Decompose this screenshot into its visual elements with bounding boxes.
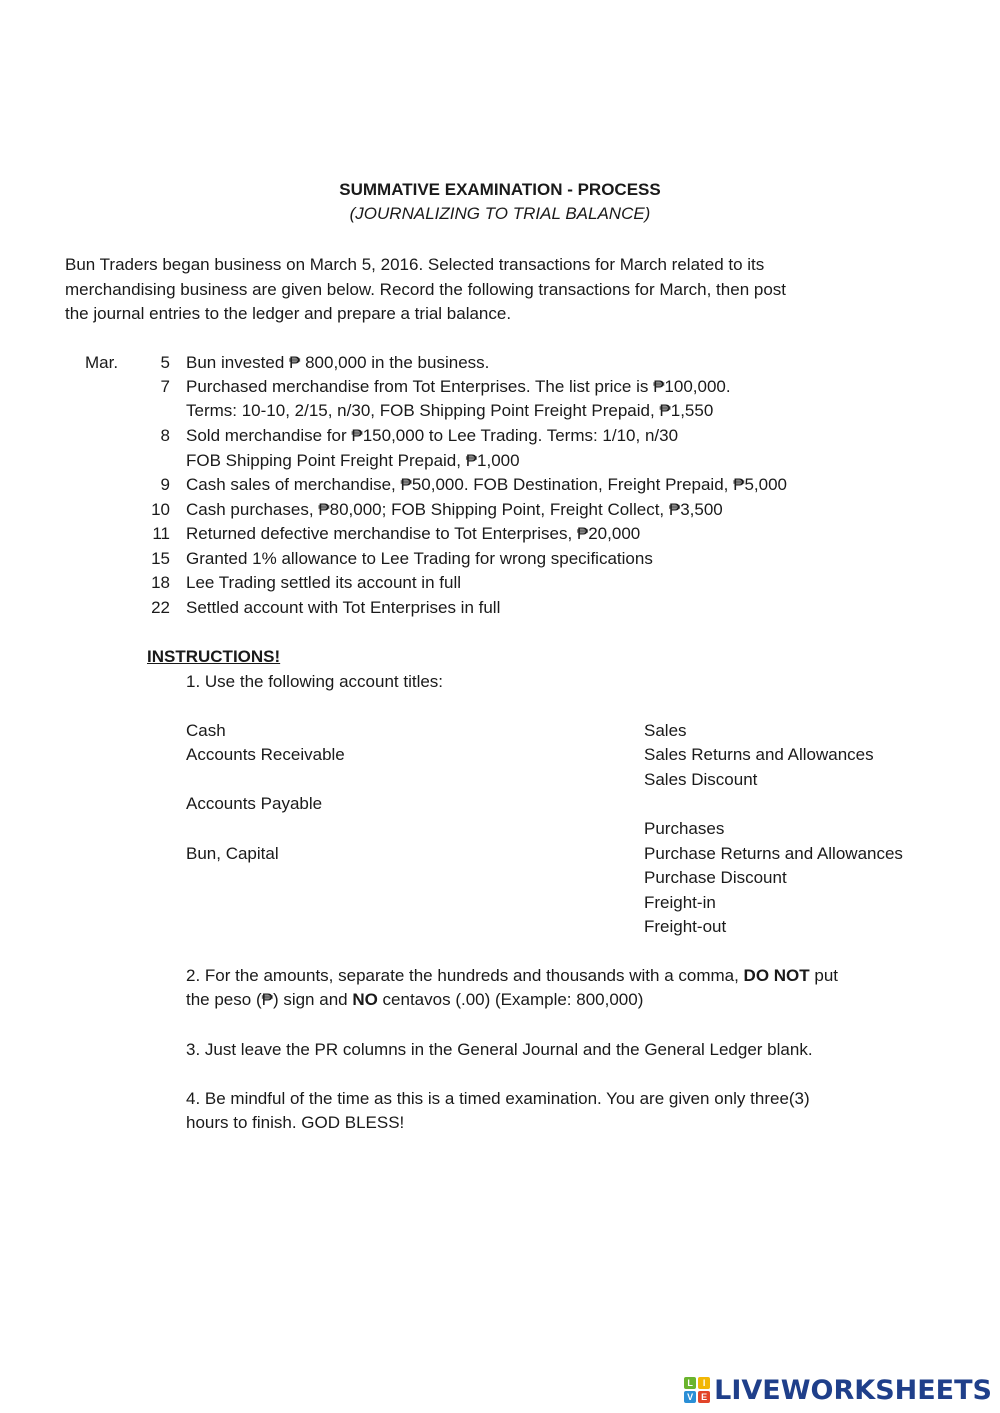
logo-letter: L [684,1377,696,1389]
month-label: Mar. [85,353,119,372]
instruction-text: 2. For the amounts, separate the hundreds and thousands with a comma, [186,966,744,985]
transaction-text: Cash sales of merchandise, ₱50,000. FOB Destination, Freight Prepaid, ₱5,000 [186,475,787,494]
logo-letter: V [684,1391,696,1403]
transaction-text: Terms: 10-10, 2/15, n/30, FOB Shipping Point Freight Prepaid, ₱1,550 [186,401,714,420]
exam-subtitle: (JOURNALIZING TO TRIAL BALANCE) [349,204,651,223]
transaction-text: Lee Trading settled its account in full [186,573,461,592]
intro-line: the journal entries to the ledger and prepare a trial balance. [65,304,512,323]
instruction-4-line-2: hours to finish. GOD BLESS! [186,1113,405,1132]
account-title: Purchase Returns and Allowances [644,844,903,863]
logo-letter: E [698,1391,710,1403]
intro-line: Bun Traders began business on March 5, 2016. Selected transactions for March related to its [65,255,765,274]
instruction-text: centavos (.00) (Example: 800,000) [377,990,644,1009]
transaction-day: 15 [151,549,170,568]
logo-letter: I [698,1377,710,1389]
instructions-heading: INSTRUCTIONS! [147,647,281,666]
transaction-day: 8 [160,426,170,445]
account-title: Purchase Discount [644,868,787,887]
transaction-text: Bun invested ₱ 800,000 in the business. [186,353,490,372]
account-title: Sales Returns and Allowances [644,745,874,764]
logo-text: LIVEWORKSHEETS [714,1374,992,1406]
instruction-emphasis: DO NOT [743,966,810,985]
transaction-day: 22 [151,598,170,617]
transaction-text: Sold merchandise for ₱150,000 to Lee Trading. Terms: 1/10, n/30 [186,426,679,445]
instruction-2-line-2 [186,990,643,1010]
account-title: Accounts Receivable [186,745,345,764]
account-title: Cash [186,721,226,740]
account-title: Freight-out [644,917,727,936]
instruction-1: 1. Use the following account titles: [186,672,444,691]
account-title: Freight-in [644,893,716,912]
instruction-text: put [809,966,839,985]
transaction-day: 10 [151,500,170,519]
account-title: Accounts Payable [186,794,323,813]
instruction-emphasis: NO [352,990,378,1009]
account-title: Sales Discount [644,770,758,789]
account-title: Sales [644,721,687,740]
transaction-day: 7 [160,377,170,396]
instruction-2-line-1 [186,966,838,986]
transaction-day: 18 [151,573,170,592]
transaction-text: Returned defective merchandise to Tot Enterprises, ₱20,000 [186,524,641,543]
transaction-text: Granted 1% allowance to Lee Trading for wrong specifications [186,549,653,568]
account-title: Bun, Capital [186,844,279,863]
transaction-text: FOB Shipping Point Freight Prepaid, ₱1,000 [186,451,520,470]
transaction-text: Cash purchases, ₱80,000; FOB Shipping Point, Freight Collect, ₱3,500 [186,500,723,519]
instruction-3: 3. Just leave the PR columns in the General Journal and the General Ledger blank. [186,1040,813,1059]
intro-line: merchandising business are given below. Record the following transactions for March, then post [65,279,786,299]
instruction-text: the peso (₱) sign and [186,990,353,1009]
exam-title: SUMMATIVE EXAMINATION - PROCESS [339,180,661,199]
logo-mark-icon [684,1377,710,1403]
transaction-day: 11 [152,524,170,543]
account-title: Purchases [644,819,725,838]
liveworksheets-logo [684,1373,992,1407]
transaction-day: 9 [160,475,170,494]
instruction-4-line-1: 4. Be mindful of the time as this is a timed examination. You are given only three(3) [186,1089,810,1108]
transaction-text: Settled account with Tot Enterprises in full [186,598,501,617]
intro-paragraph [65,253,845,327]
transaction-day: 5 [160,353,170,372]
transaction-text: Purchased merchandise from Tot Enterprises. The list price is ₱100,000. [186,377,731,396]
